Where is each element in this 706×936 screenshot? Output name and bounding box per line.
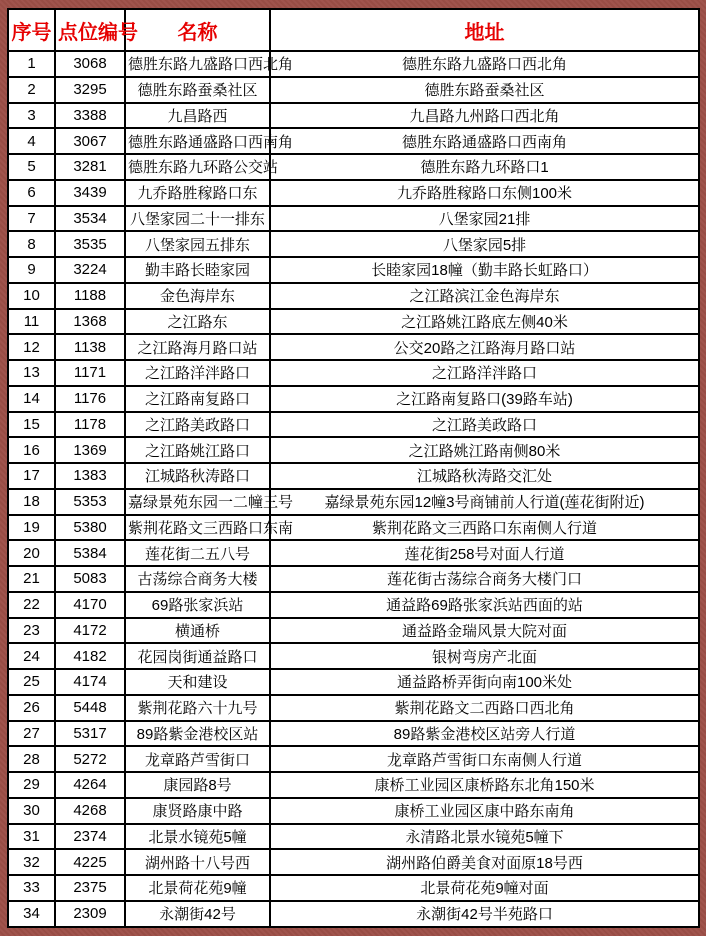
cell-point-id: 1369	[55, 437, 125, 463]
table-row	[8, 128, 699, 154]
cell-name: 龙章路芦雪街口	[125, 746, 270, 772]
cell-index: 2	[8, 77, 55, 103]
cell-index: 19	[8, 515, 55, 541]
cell-address: 之江路滨江金色海岸东	[270, 283, 699, 309]
table-row	[8, 798, 699, 824]
table-body	[8, 51, 699, 927]
column-header-name: 名称	[125, 9, 270, 51]
cell-name: 89路紫金港校区站	[125, 721, 270, 747]
table-row	[8, 849, 699, 875]
table-row	[8, 515, 699, 541]
points-table	[7, 8, 700, 928]
table-header	[8, 9, 699, 51]
cell-address: 之江路姚江路底左侧40米	[270, 309, 699, 335]
cell-index: 9	[8, 257, 55, 283]
cell-index: 27	[8, 721, 55, 747]
column-header-index: 序号	[8, 9, 55, 51]
cell-point-id: 4172	[55, 618, 125, 644]
cell-address: 八堡家园5排	[270, 231, 699, 257]
cell-name: 横通桥	[125, 618, 270, 644]
cell-index: 22	[8, 592, 55, 618]
cell-name: 康贤路康中路	[125, 798, 270, 824]
cell-index: 11	[8, 309, 55, 335]
cell-name: 康园路8号	[125, 772, 270, 798]
cell-address: 德胜东路九盛路口西北角	[270, 51, 699, 77]
cell-index: 13	[8, 360, 55, 386]
cell-point-id: 3281	[55, 154, 125, 180]
table-row	[8, 875, 699, 901]
cell-name: 湖州路十八号西	[125, 849, 270, 875]
table-row	[8, 669, 699, 695]
cell-name: 天和建设	[125, 669, 270, 695]
cell-name: 之江路姚江路口	[125, 437, 270, 463]
cell-name: 之江路南复路口	[125, 386, 270, 412]
cell-address: 永清路北景水镜苑5幢下	[270, 824, 699, 850]
cell-index: 1	[8, 51, 55, 77]
table-row	[8, 231, 699, 257]
cell-point-id: 5380	[55, 515, 125, 541]
cell-index: 26	[8, 695, 55, 721]
table-row	[8, 412, 699, 438]
table-row	[8, 592, 699, 618]
table-row	[8, 463, 699, 489]
cell-index: 20	[8, 540, 55, 566]
cell-name: 九昌路西	[125, 103, 270, 129]
cell-address: 通益路69路张家浜站西面的站	[270, 592, 699, 618]
cell-name: 德胜东路蚕桑社区	[125, 77, 270, 103]
table-row	[8, 489, 699, 515]
table-row	[8, 772, 699, 798]
cell-name: 紫荆花路文三西路口东南	[125, 515, 270, 541]
cell-point-id: 2374	[55, 824, 125, 850]
cell-address: 德胜东路九环路口1	[270, 154, 699, 180]
cell-point-id: 3535	[55, 231, 125, 257]
table-row	[8, 824, 699, 850]
cell-index: 17	[8, 463, 55, 489]
cell-point-id: 4182	[55, 643, 125, 669]
cell-point-id: 5083	[55, 566, 125, 592]
table-row	[8, 695, 699, 721]
table-row	[8, 721, 699, 747]
cell-point-id: 5384	[55, 540, 125, 566]
cell-index: 14	[8, 386, 55, 412]
cell-point-id: 2375	[55, 875, 125, 901]
table-row	[8, 309, 699, 335]
cell-name: 勤丰路长睦家园	[125, 257, 270, 283]
cell-address: 通益路桥弄街向南100米处	[270, 669, 699, 695]
table-row	[8, 257, 699, 283]
cell-address: 嘉绿景苑东园12幢3号商铺前人行道(莲花街附近)	[270, 489, 699, 515]
cell-name: 永潮街42号	[125, 901, 270, 927]
table-row	[8, 746, 699, 772]
cell-index: 7	[8, 206, 55, 232]
cell-address: 89路紫金港校区站旁人行道	[270, 721, 699, 747]
cell-address: 北景荷花苑9幢对面	[270, 875, 699, 901]
cell-address: 康桥工业园区康中路东南角	[270, 798, 699, 824]
cell-address: 龙章路芦雪街口东南侧人行道	[270, 746, 699, 772]
table-row	[8, 180, 699, 206]
cell-address: 德胜东路通盛路口西南角	[270, 128, 699, 154]
cell-name: 之江路美政路口	[125, 412, 270, 438]
cell-point-id: 3295	[55, 77, 125, 103]
cell-address: 莲花街古荡综合商务大楼门口	[270, 566, 699, 592]
cell-point-id: 5317	[55, 721, 125, 747]
cell-point-id: 5272	[55, 746, 125, 772]
table-row	[8, 77, 699, 103]
table-row	[8, 901, 699, 927]
cell-index: 5	[8, 154, 55, 180]
cell-name: 八堡家园五排东	[125, 231, 270, 257]
cell-address: 之江路姚江路南侧80米	[270, 437, 699, 463]
table-row	[8, 386, 699, 412]
cell-index: 25	[8, 669, 55, 695]
cell-point-id: 4225	[55, 849, 125, 875]
cell-address: 八堡家园21排	[270, 206, 699, 232]
table-row	[8, 437, 699, 463]
table-row	[8, 540, 699, 566]
cell-index: 24	[8, 643, 55, 669]
cell-address: 九乔路胜稼路口东侧100米	[270, 180, 699, 206]
cell-address: 莲花街258号对面人行道	[270, 540, 699, 566]
cell-point-id: 4170	[55, 592, 125, 618]
cell-name: 69路张家浜站	[125, 592, 270, 618]
column-header-point-id: 点位编号	[55, 9, 125, 51]
cell-address: 通益路金瑞风景大院对面	[270, 618, 699, 644]
cell-point-id: 1138	[55, 334, 125, 360]
cell-index: 12	[8, 334, 55, 360]
cell-index: 33	[8, 875, 55, 901]
table-row	[8, 566, 699, 592]
cell-point-id: 3439	[55, 180, 125, 206]
cell-point-id: 4174	[55, 669, 125, 695]
document-page	[7, 8, 698, 928]
cell-point-id: 1383	[55, 463, 125, 489]
cell-point-id: 1188	[55, 283, 125, 309]
cell-address: 康桥工业园区康桥路东北角150米	[270, 772, 699, 798]
table-row	[8, 643, 699, 669]
cell-point-id: 1368	[55, 309, 125, 335]
column-header-address: 地址	[270, 9, 699, 51]
cell-point-id: 5353	[55, 489, 125, 515]
cell-address: 紫荆花路文三西路口东南侧人行道	[270, 515, 699, 541]
cell-index: 18	[8, 489, 55, 515]
cell-index: 28	[8, 746, 55, 772]
cell-index: 31	[8, 824, 55, 850]
cell-point-id: 5448	[55, 695, 125, 721]
cell-index: 34	[8, 901, 55, 927]
cell-address: 九昌路九州路口西北角	[270, 103, 699, 129]
cell-point-id: 3067	[55, 128, 125, 154]
table-row	[8, 103, 699, 129]
cell-address: 之江路洋泮路口	[270, 360, 699, 386]
cell-address: 之江路美政路口	[270, 412, 699, 438]
cell-name: 九乔路胜稼路口东	[125, 180, 270, 206]
cell-address: 之江路南复路口(39路车站)	[270, 386, 699, 412]
cell-point-id: 4264	[55, 772, 125, 798]
cell-name: 嘉绿景苑东园一二幢三号	[125, 489, 270, 515]
cell-point-id: 3534	[55, 206, 125, 232]
table-row	[8, 618, 699, 644]
cell-address: 紫荆花路文二西路口西北角	[270, 695, 699, 721]
table-row	[8, 154, 699, 180]
cell-address: 德胜东路蚕桑社区	[270, 77, 699, 103]
header-row	[8, 9, 699, 51]
cell-index: 29	[8, 772, 55, 798]
cell-address: 银树弯房产北面	[270, 643, 699, 669]
cell-name: 北景水镜苑5幢	[125, 824, 270, 850]
cell-point-id: 3388	[55, 103, 125, 129]
cell-name: 之江路东	[125, 309, 270, 335]
cell-address: 公交20路之江路海月路口站	[270, 334, 699, 360]
cell-address: 长睦家园18幢（勤丰路长虹路口）	[270, 257, 699, 283]
cell-name: 紫荆花路六十九号	[125, 695, 270, 721]
cell-index: 15	[8, 412, 55, 438]
table-row	[8, 51, 699, 77]
cell-name: 北景荷花苑9幢	[125, 875, 270, 901]
cell-name: 江城路秋涛路口	[125, 463, 270, 489]
table-row	[8, 283, 699, 309]
cell-point-id: 1171	[55, 360, 125, 386]
cell-address: 永潮街42号半苑路口	[270, 901, 699, 927]
cell-address: 江城路秋涛路交汇处	[270, 463, 699, 489]
cell-name: 德胜东路九盛路口西北角	[125, 51, 270, 77]
cell-address: 湖州路伯爵美食对面原18号西	[270, 849, 699, 875]
cell-index: 23	[8, 618, 55, 644]
cell-index: 6	[8, 180, 55, 206]
cell-point-id: 3224	[55, 257, 125, 283]
cell-name: 古荡综合商务大楼	[125, 566, 270, 592]
cell-point-id: 4268	[55, 798, 125, 824]
cell-index: 4	[8, 128, 55, 154]
cell-name: 金色海岸东	[125, 283, 270, 309]
table-row	[8, 334, 699, 360]
table-row	[8, 360, 699, 386]
cell-index: 10	[8, 283, 55, 309]
cell-index: 16	[8, 437, 55, 463]
cell-name: 之江路海月路口站	[125, 334, 270, 360]
cell-index: 32	[8, 849, 55, 875]
cell-index: 21	[8, 566, 55, 592]
cell-point-id: 2309	[55, 901, 125, 927]
cell-point-id: 1178	[55, 412, 125, 438]
table-row	[8, 206, 699, 232]
cell-name: 八堡家园二十一排东	[125, 206, 270, 232]
cell-index: 8	[8, 231, 55, 257]
cell-name: 之江路洋泮路口	[125, 360, 270, 386]
cell-index: 30	[8, 798, 55, 824]
cell-name: 花园岗街通益路口	[125, 643, 270, 669]
cell-point-id: 1176	[55, 386, 125, 412]
cell-name: 莲花街二五八号	[125, 540, 270, 566]
cell-name: 德胜东路九环路公交站	[125, 154, 270, 180]
cell-name: 德胜东路通盛路口西南角	[125, 128, 270, 154]
cell-index: 3	[8, 103, 55, 129]
cell-point-id: 3068	[55, 51, 125, 77]
